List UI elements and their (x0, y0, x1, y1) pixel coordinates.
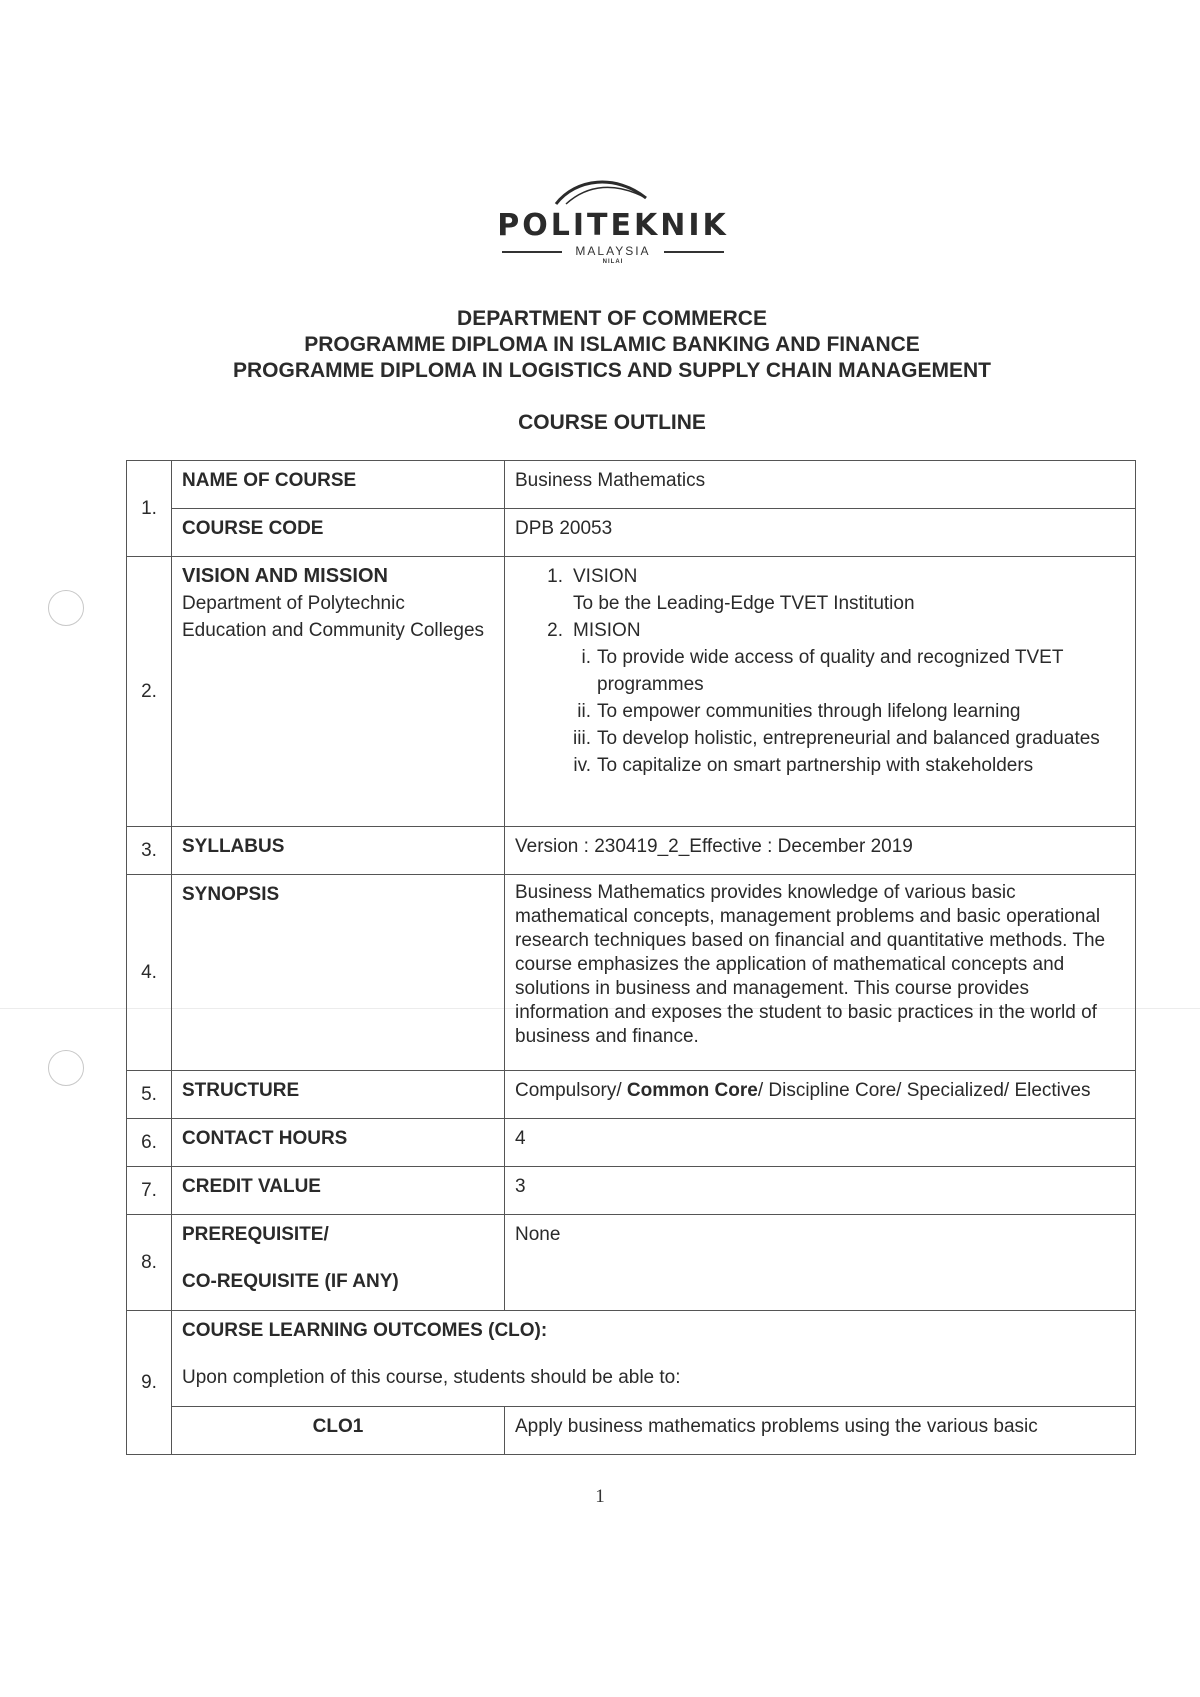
row-number: 7. (127, 1167, 172, 1215)
table-row (127, 1071, 1136, 1119)
contact-hours-label: CONTACT HOURS (172, 1119, 505, 1167)
row-number: 3. (127, 827, 172, 875)
row-number: 4. (127, 875, 172, 1071)
table-row (127, 1167, 1136, 1215)
list-index: 2. (547, 620, 563, 641)
list-index: 1. (547, 566, 563, 587)
prerequisite-value: None (505, 1215, 1136, 1311)
vision-title: VISION (573, 566, 638, 587)
table-row (127, 875, 1136, 1071)
table-row (127, 461, 1136, 509)
mission-text: To develop holistic, entrepreneurial and balanced graduates (597, 728, 1100, 749)
binder-hole (48, 590, 84, 626)
structure-value (505, 1071, 1136, 1119)
synopsis-label: SYNOPSIS (172, 875, 505, 1071)
binder-hole (48, 1050, 84, 1086)
vision-text: To be the Leading-Edge TVET Institution (573, 593, 915, 614)
clo1-label: CLO1 (172, 1407, 505, 1455)
list-item (577, 698, 1125, 725)
vision-mission-owner: Department of Polytechnic Education and Community Colleges (182, 593, 485, 641)
logo-rule-right (664, 251, 724, 253)
list-index: iv. (573, 755, 591, 776)
list-index: i. (581, 647, 591, 668)
corequisite-label: CO-REQUISITE (IF ANY) (182, 1271, 399, 1292)
syllabus-label: SYLLABUS (172, 827, 505, 875)
mission-text: To capitalize on smart partnership with stakeholders (597, 755, 1034, 776)
course-outline-table (126, 460, 1136, 1455)
mission-list (573, 644, 1125, 779)
syllabus-value: Version : 230419_2_Effective : December 2019 (505, 827, 1136, 875)
prerequisite-label: PREREQUISITE/ (182, 1224, 329, 1245)
row-number: 1. (127, 461, 172, 557)
logo-campus: NILAI (602, 259, 624, 265)
logo-rule-left (502, 251, 562, 253)
structure-text: / Discipline Core/ Specialized/ Electives (757, 1080, 1091, 1101)
vision-mission-value (505, 557, 1136, 827)
name-of-course-label: NAME OF COURSE (172, 461, 505, 509)
vision-mission-label: VISION AND MISSION (182, 565, 388, 587)
table-row (127, 557, 1136, 827)
row-number: 9. (127, 1311, 172, 1455)
course-code-value: DPB 20053 (505, 509, 1136, 557)
list-item (547, 617, 1125, 779)
table-row (127, 827, 1136, 875)
clo-heading-cell (172, 1311, 1136, 1407)
contact-hours-value: 4 (505, 1119, 1136, 1167)
mission-text: To empower communities through lifelong learning (597, 701, 1021, 722)
name-of-course-value: Business Mathematics (505, 461, 1136, 509)
table-row (127, 1215, 1136, 1311)
row-number: 6. (127, 1119, 172, 1167)
page-number: 1 (595, 1486, 605, 1507)
table-row (127, 509, 1136, 557)
structure-selected: Common Core (626, 1080, 758, 1101)
prerequisite-label-cell (172, 1215, 505, 1311)
logo-wordmark: POLITEKNIK (497, 208, 729, 243)
credit-value-value: 3 (505, 1167, 1136, 1215)
logo-country: MALAYSIA (575, 244, 651, 258)
vision-mission-list (515, 563, 1125, 779)
programme-heading-2: PROGRAMME DIPLOMA IN LOGISTICS AND SUPPLY CHAIN MANAGEMENT (233, 359, 991, 382)
politeknik-logo (496, 168, 730, 268)
table-row (127, 1311, 1136, 1407)
list-item (581, 644, 1125, 698)
mission-title: MISION (573, 620, 641, 641)
list-index: iii. (573, 728, 591, 749)
programme-heading-1: PROGRAMME DIPLOMA IN ISLAMIC BANKING AND FINANCE (304, 333, 920, 356)
course-outline-title: COURSE OUTLINE (518, 411, 706, 434)
credit-value-label: CREDIT VALUE (172, 1167, 505, 1215)
clo-heading: COURSE LEARNING OUTCOMES (CLO): (182, 1320, 548, 1341)
vision-mission-label-cell (172, 557, 505, 827)
table-row (127, 1119, 1136, 1167)
list-item (573, 752, 1125, 779)
mission-text: To provide wide access of quality and recognized TVET programmes (597, 647, 1064, 695)
clo-intro: Upon completion of this course, students should be able to: (182, 1367, 681, 1388)
list-item (573, 725, 1125, 752)
department-heading: DEPARTMENT OF COMMERCE (457, 307, 767, 330)
list-index: ii. (577, 701, 591, 722)
structure-label: STRUCTURE (172, 1071, 505, 1119)
row-number: 5. (127, 1071, 172, 1119)
course-code-label: COURSE CODE (172, 509, 505, 557)
clo1-text: Apply business mathematics problems using the various basic (505, 1407, 1136, 1455)
row-number: 8. (127, 1215, 172, 1311)
row-number: 2. (127, 557, 172, 827)
synopsis-value: Business Mathematics provides knowledge of various basic mathematical concepts, management problems and basic operational research techniques based on financial and quantitative methods. The course emphasizes the application of mathematical concepts and solutions in business and management. This course provides information and exposes the student to basic practices in the world of business and finance. (505, 875, 1136, 1071)
list-item (547, 563, 1125, 617)
table-row (127, 1407, 1136, 1455)
structure-text: Compulsory/ (515, 1080, 627, 1101)
